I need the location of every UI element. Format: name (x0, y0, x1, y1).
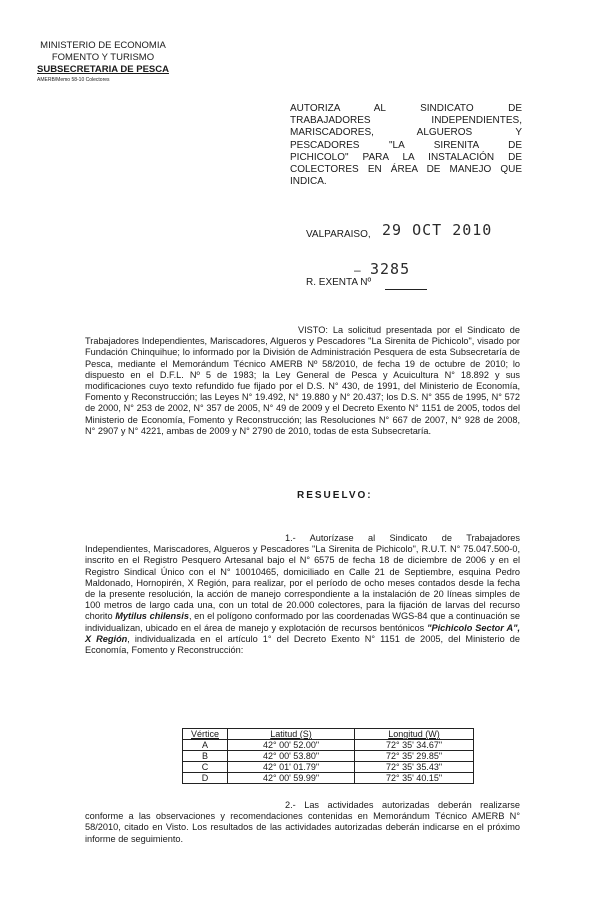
table-row (183, 751, 474, 762)
subsecretaria-name: SUBSECRETARIA DE PESCA (37, 64, 169, 75)
longitude-cell: 72° 35' 40.15" (355, 773, 474, 784)
place-label: VALPARAISO, (306, 229, 371, 240)
vertex-cell: D (183, 773, 228, 784)
article-1 (85, 533, 520, 656)
resolution-label: R. EXENTA Nº (306, 277, 372, 288)
latitude-cell: 42° 01' 01.79" (228, 762, 355, 773)
latitude-cell: 42° 00' 53.80" (228, 751, 355, 762)
subject-line: COLECTORES EN ÁREA DE MANEJO QUE (290, 164, 522, 176)
longitude-cell: 72° 35' 34.67" (355, 740, 474, 751)
resolution-underline (385, 289, 427, 290)
visto-lead: VISTO: (298, 325, 328, 335)
article-2 (85, 800, 520, 845)
article-2-text: 2.- Las actividades autorizadas deberán realizarse conforme a las observaciones y recomendaciones contenidas en Memorándum Técnico AMERB N° 58/2010, citado en Visto. Los resultados de las actividades autorizadas deberán indicarse en el próximo informe de seguimiento. (85, 800, 520, 844)
header-latitude: Latitud (S) (228, 729, 355, 740)
subject-line: PICHICOLO" PARA LA INSTALACIÓN DE (290, 151, 522, 163)
vertex-cell: B (183, 751, 228, 762)
header-vertex: Vértice (183, 729, 228, 740)
longitude-cell: 72° 35' 29.85" (355, 751, 474, 762)
subject-line: MARISCADORES, ALGUEROS Y (290, 127, 522, 139)
subject-line: AUTORIZA AL SINDICATO DE (290, 103, 522, 114)
vertex-cell: A (183, 740, 228, 751)
subject-line: INDICA. (290, 176, 327, 188)
header-longitude: Longitud (W) (355, 729, 474, 740)
longitude-cell: 72° 35' 35.43" (355, 762, 474, 773)
latitude-cell: 42° 00' 59.99" (228, 773, 355, 784)
coordinates-table (182, 728, 474, 784)
sector-name: "Pichicolo Sector A", X Región (85, 622, 520, 644)
resolution-number-stamp: 3285 (370, 260, 411, 278)
letterhead (37, 40, 169, 84)
visto-text: La solicitud presentada por el Sindicato de Trabajadores Independientes, Mariscadores, Algueros y Pescadores "La Sirenita de Pichicolo", visado por Fundación Chinquihue; lo informado por la División de Administración Pesquera de esta Subsecretaría de Pesca, mediante el Memorándum Técnico AMERB Nº 58/2010, de fecha 19 de octubre de 2010; lo dispuesto en el D.F.L. Nº 5 de 1983; la Ley General de Pesca y Acuicultura N° 18.892 y sus modificaciones cuyo texto refundido fue fijado por el D.S. N° 430, de 1991, del Ministerio de Economía, Fomento y Reconstrucción; las Leyes N° 19.492, N° 19.880 y N° 20.437; los D.S. N° 355 de 1995, N° 572 de 2000, N° 253 de 2002, N° 357 de 2005, N° 49 de 2009 y el Decreto Exento N° 1151 de 2005, todos del Ministerio de Economía, Fomento y Reconstrucción; las Resoluciones N° 667 de 2007, N° 928 de 2008, N° 2907 y N° 4221, ambas de 2009 y N° 2790 de 2010, todas de esta Subsecretaría. (85, 325, 520, 436)
table-row (183, 773, 474, 784)
latitude-cell: 42° 00' 52.00" (228, 740, 355, 751)
resolution-subject (290, 103, 522, 188)
date-stamp: 29 OCT 2010 (382, 221, 493, 239)
article-1-text-middle: , en el polígono conformado por las coordenadas WGS-84 que a continuación se individualizan, ubicado en el área de manejo y explotación de recursos bentónicos (85, 611, 520, 633)
subject-line: PESCADORES "LA SIRENITA DE (290, 139, 522, 151)
table-header-row (183, 729, 474, 740)
table-row (183, 762, 474, 773)
stamp-dash: – (354, 263, 361, 277)
article-1-text: 1.- Autorízase al Sindicato de Trabajadores Independientes, Mariscadores, Algueros y Pescadores "La Sirenita de Pichicolo", R.U.T. N° 75.047.500-0, inscrito en el Registro Pesquero Artesanal bajo el N° 6575 de fecha 18 de diciembre de 2006 y en el Registro Sindical Único con el N° 10010465, domiciliado en Calle 21 de Septiembre, esquina Pedro Maldonado, Hornopirén, X Región, para realizar, por el período de ocho meses contados desde la fecha de la presente resolución, la acción de manejo correspondiente a la instalación de 20 líneas simples de 100 metros de largo cada una, con un total de 20.000 colectores, para la fijación de larvas del recurso chorito (85, 533, 520, 622)
ministry-subtitle: FOMENTO Y TURISMO (51, 52, 155, 63)
visto-paragraph (85, 325, 520, 437)
resuelvo-heading: RESUELVO: (297, 490, 373, 501)
species-name: Mytilus chilensis (115, 611, 189, 622)
memo-reference: AMERB/Memo 58-10 Colectores (37, 77, 110, 83)
table-row (183, 740, 474, 751)
article-1-text-tail: , individualizada en el artículo 1° del Decreto Exento N° 1151 de 2005, del Ministerio de Economía, Fomento y Reconstrucción: (85, 633, 520, 656)
subject-line: TRABAJADORES INDEPENDIENTES, (290, 115, 522, 127)
vertex-cell: C (183, 762, 228, 773)
ministry-name: MINISTERIO DE ECONOMIA (40, 40, 166, 51)
